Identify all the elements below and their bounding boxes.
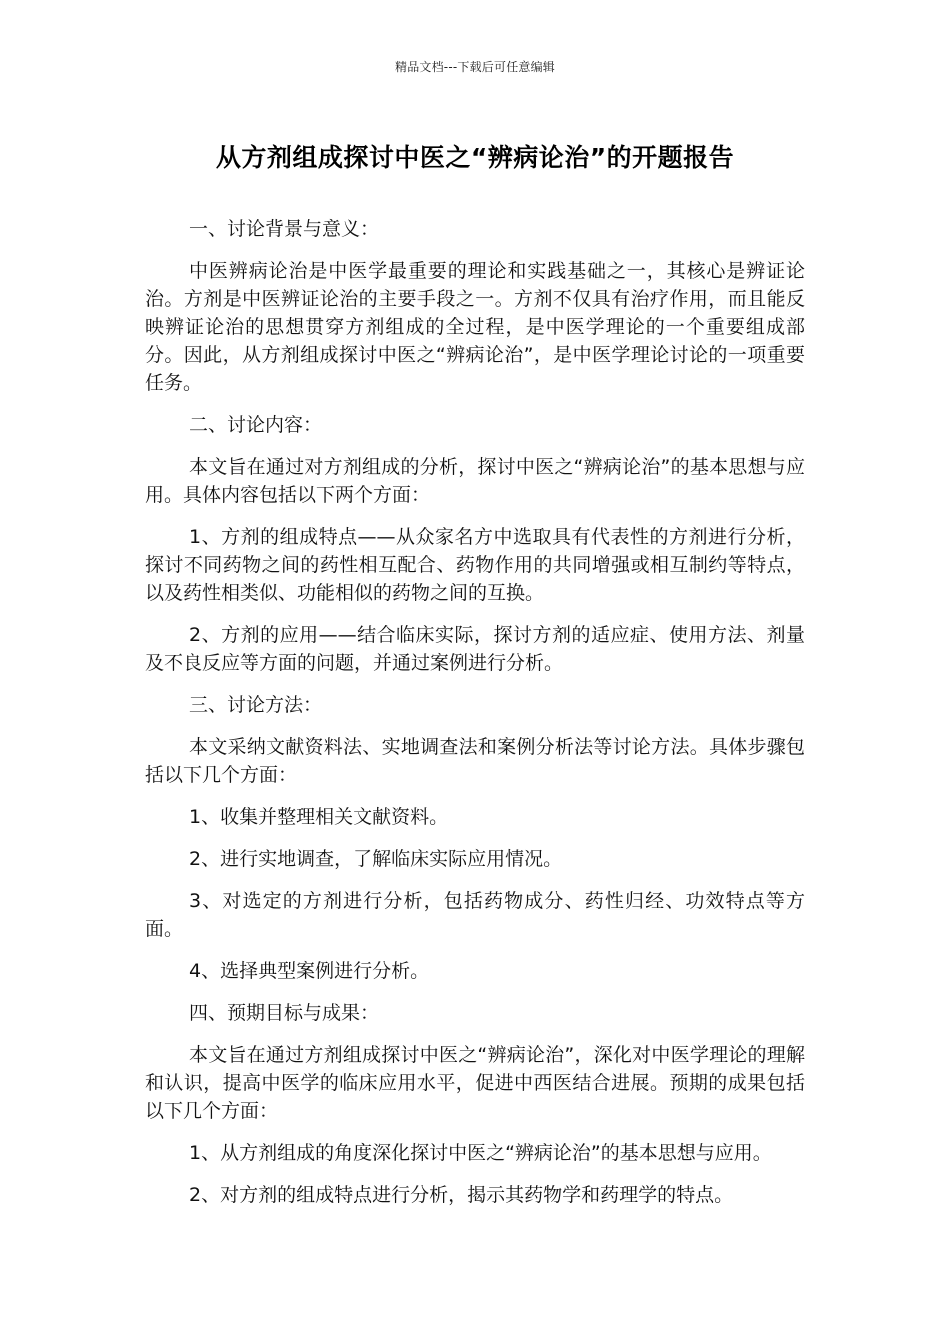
paragraph-background: 中医辨病论治是中医学最重要的理论和实践基础之一，其核心是辨证论治。方剂是中医辨证论治的主要手段之一。方剂不仅具有治疗作用，而且能反映辨证论治的思想贯穿方剂组成的全过程，是中医学理论的一个重要组成部分。因此，从方剂组成探讨中医之“辨病论治”，是中医学理论讨论的一项重要任务。 <box>145 260 805 394</box>
section-heading-goals: 四、预期目标与成果： <box>189 1002 380 1024</box>
paragraph-content-item-1: 1、方剂的组成特点——从众家名方中选取具有代表性的方剂进行分析，探讨不同药物之间的药性相互配合、药物作用的共同增强或相互制约等特点，以及药性相类似、功能相似的药物之间的互换。 <box>145 526 805 604</box>
paragraph-methods-step-4: 4、选择典型案例进行分析。 <box>189 960 430 982</box>
paragraph-goals-intro: 本文旨在通过方剂组成探讨中医之“辨病论治”，深化对中医学理论的理解和认识，提高中医学的临床应用水平，促进中西医结合进展。预期的成果包括以下几个方面： <box>145 1044 805 1122</box>
section-heading-methods: 三、讨论方法： <box>189 694 323 716</box>
document-title: 从方剂组成探讨中医之“辨病论治”的开题报告 <box>215 143 735 172</box>
header-note: 精品文档---下载后可任意编辑 <box>395 60 555 74</box>
paragraph-goals-item-2: 2、对方剂的组成特点进行分析，揭示其药物学和药理学的特点。 <box>189 1184 734 1206</box>
paragraph-methods-step-2: 2、进行实地调查，了解临床实际应用情况。 <box>189 848 563 870</box>
document-body <box>145 215 805 1223</box>
paragraph-methods-intro: 本文采纳文献资料法、实地调查法和案例分析法等讨论方法。具体步骤包括以下几个方面： <box>145 736 805 786</box>
paragraph-goals-item-1: 1、从方剂组成的角度深化探讨中医之“辨病论治”的基本思想与应用。 <box>189 1142 772 1164</box>
section-heading-background: 一、讨论背景与意义： <box>189 218 380 240</box>
paragraph-methods-step-3: 3、对选定的方剂进行分析，包括药物成分、药性归经、功效特点等方面。 <box>145 890 805 940</box>
section-heading-content: 二、讨论内容： <box>189 414 323 436</box>
paragraph-content-intro: 本文旨在通过对方剂组成的分析，探讨中医之“辨病论治”的基本思想与应用。具体内容包括以下两个方面： <box>145 456 805 506</box>
paragraph-content-item-2: 2、方剂的应用——结合临床实际，探讨方剂的适应症、使用方法、剂量及不良反应等方面的问题，并通过案例进行分析。 <box>145 624 805 674</box>
paragraph-methods-step-1: 1、收集并整理相关文献资料。 <box>189 806 449 828</box>
